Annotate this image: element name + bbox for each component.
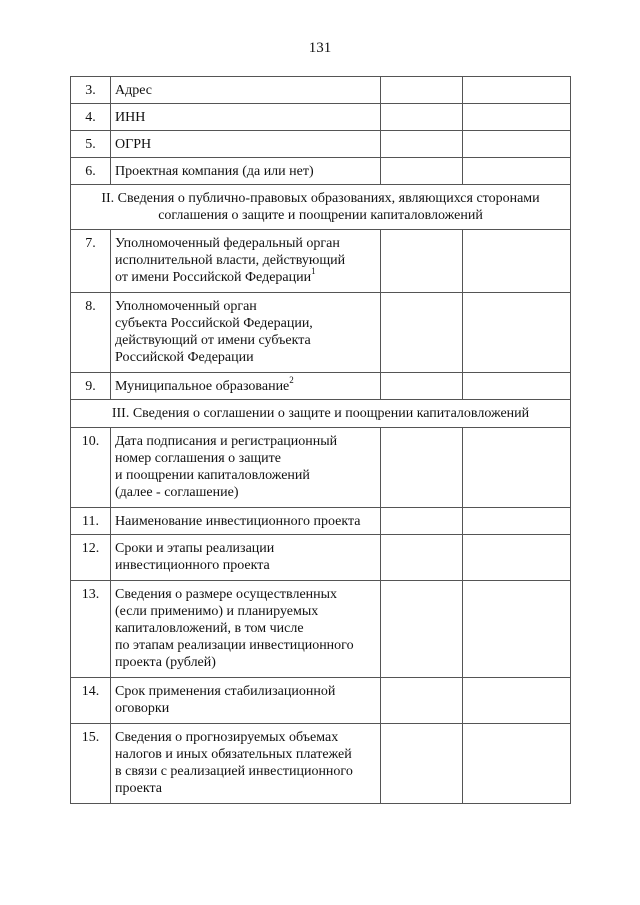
label-line: действующий от имени субъекта [115, 333, 311, 348]
label-line: Российской Федерации [115, 350, 254, 365]
page-number: 131 [308, 40, 332, 56]
table-row [71, 373, 571, 400]
label-text: от имени Российской Федерации [115, 270, 312, 285]
value-cell[interactable] [463, 581, 571, 678]
table-row [71, 508, 571, 535]
label-line: проекта [115, 781, 162, 796]
value-cell[interactable] [381, 508, 463, 535]
row-label: ОГРН [111, 131, 381, 158]
row-number: 10. [71, 428, 111, 508]
label-line: налогов и иных обязательных платежей [115, 747, 352, 762]
row-number: 8. [71, 293, 111, 373]
label-line: субъекта Российской Федерации, [115, 316, 313, 331]
table-row [71, 678, 571, 724]
value-cell[interactable] [463, 373, 571, 400]
value-cell[interactable] [381, 104, 463, 131]
section-heading-line: II. Сведения о публично-правовых образованиях, являющихся сторонами [101, 191, 540, 206]
label-line: исполнительной власти, действующий [115, 253, 346, 268]
value-cell[interactable] [381, 581, 463, 678]
label-line: и поощрении капиталовложений [115, 468, 310, 483]
section-header-row [71, 185, 571, 230]
value-cell[interactable] [463, 230, 571, 293]
table-row [71, 158, 571, 185]
row-label: ИНН [111, 104, 381, 131]
value-cell[interactable] [463, 678, 571, 724]
table-row [71, 428, 571, 508]
label-line: Сведения о размере осуществленных [115, 587, 338, 602]
row-label [111, 678, 381, 724]
row-number: 14. [71, 678, 111, 724]
section-heading [71, 185, 571, 230]
value-cell[interactable] [463, 293, 571, 373]
value-cell[interactable] [463, 104, 571, 131]
section-header-row [71, 400, 571, 428]
value-cell[interactable] [381, 293, 463, 373]
value-cell[interactable] [381, 678, 463, 724]
table-row [71, 535, 571, 581]
label-line: оговорки [115, 701, 170, 716]
row-number: 4. [71, 104, 111, 131]
label-line: номер соглашения о защите [115, 451, 282, 466]
table-row [71, 104, 571, 131]
label-line: Уполномоченный федеральный орган [115, 236, 340, 251]
section-heading-line: соглашения о защите и поощрении капиталовложений [158, 208, 483, 223]
value-cell[interactable] [381, 724, 463, 804]
footnote-marker: 2 [289, 375, 294, 386]
label-line: Сроки и этапы реализации [115, 541, 275, 556]
row-label: Наименование инвестиционного проекта [111, 508, 381, 535]
row-number: 7. [71, 230, 111, 293]
section-heading [71, 400, 571, 428]
row-number: 5. [71, 131, 111, 158]
value-cell[interactable] [381, 373, 463, 400]
footnote-marker: 1 [311, 266, 316, 277]
value-cell[interactable] [381, 77, 463, 104]
row-label [111, 581, 381, 678]
table-row [71, 77, 571, 104]
table-row [71, 230, 571, 293]
value-cell[interactable] [463, 131, 571, 158]
row-label [111, 373, 381, 400]
label-text: Муниципальное образование [115, 379, 290, 394]
label-line [115, 266, 376, 286]
row-label: Адрес [111, 77, 381, 104]
value-cell[interactable] [463, 535, 571, 581]
row-label: Проектная компания (да или нет) [111, 158, 381, 185]
value-cell[interactable] [463, 77, 571, 104]
value-cell[interactable] [463, 428, 571, 508]
label-line: инвестиционного проекта [115, 558, 270, 573]
value-cell[interactable] [381, 428, 463, 508]
label-line: Дата подписания и регистрационный [115, 434, 338, 449]
value-cell[interactable] [381, 230, 463, 293]
label-line: в связи с реализацией инвестиционного [115, 764, 353, 779]
value-cell[interactable] [381, 158, 463, 185]
value-cell[interactable] [463, 158, 571, 185]
form-table [70, 76, 571, 804]
row-number: 15. [71, 724, 111, 804]
row-number: 6. [71, 158, 111, 185]
label-line: (если применимо) и планируемых [115, 604, 319, 619]
label-line: капиталовложений, в том числе [115, 621, 304, 636]
value-cell[interactable] [463, 508, 571, 535]
table-row [71, 293, 571, 373]
label-line: проекта (рублей) [115, 655, 216, 670]
value-cell[interactable] [463, 724, 571, 804]
row-number: 11. [71, 508, 111, 535]
row-label [111, 428, 381, 508]
table-row [71, 581, 571, 678]
table-row [71, 724, 571, 804]
row-number: 12. [71, 535, 111, 581]
label-line: Срок применения стабилизационной [115, 684, 336, 699]
row-label [111, 724, 381, 804]
label-line: Сведения о прогнозируемых объемах [115, 730, 339, 745]
table-row [71, 131, 571, 158]
row-number: 9. [71, 373, 111, 400]
label-line: по этапам реализации инвестиционного [115, 638, 354, 653]
label-line: (далее - соглашение) [115, 485, 239, 500]
label-line: Уполномоченный орган [115, 299, 257, 314]
row-label [111, 230, 381, 293]
row-number: 13. [71, 581, 111, 678]
row-label [111, 535, 381, 581]
section-heading-line: III. Сведения о соглашении о защите и поощрении капиталовложений [111, 406, 530, 421]
value-cell[interactable] [381, 131, 463, 158]
row-number: 3. [71, 77, 111, 104]
row-label [111, 293, 381, 373]
value-cell[interactable] [381, 535, 463, 581]
